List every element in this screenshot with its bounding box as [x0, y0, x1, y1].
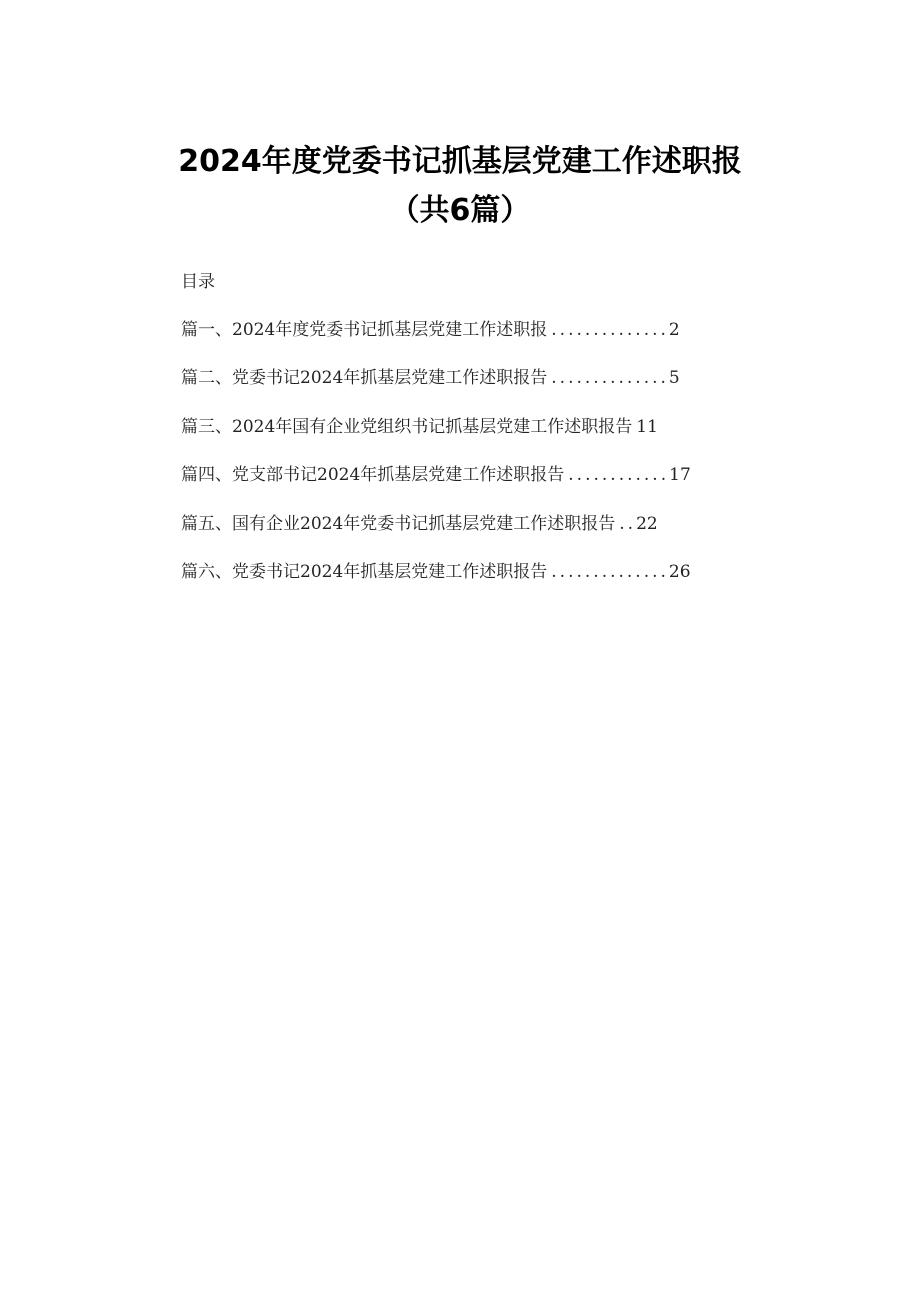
- toc-item-2[interactable]: [181, 366, 781, 390]
- toc-page-number: 2: [668, 320, 680, 340]
- toc-item-1[interactable]: [181, 318, 781, 342]
- toc-item-text: 篇五、国有企业2024年党委书记抓基层党建工作述职报告: [181, 513, 616, 534]
- toc-leader-dots: ..............: [551, 561, 669, 582]
- toc-page-number: 17: [669, 465, 691, 486]
- toc-item-text: 篇一、2024年度党委书记抓基层党建工作述职报: [181, 320, 548, 340]
- document-title: 2024年度党委书记抓基层党建工作述职报: [178, 144, 742, 179]
- toc-item-text: 篇二、党委书记2024年抓基层党建工作述职报告: [181, 368, 548, 389]
- toc-item-5[interactable]: [181, 512, 781, 536]
- toc-heading: 目录: [181, 272, 215, 292]
- table-of-contents: [181, 318, 781, 608]
- toc-leader-dots: ............: [568, 465, 670, 486]
- toc-item-text: 篇六、党委书记2024年抓基层党建工作述职报告: [181, 561, 548, 582]
- toc-item-6[interactable]: [181, 560, 781, 584]
- toc-leader-dots: ..............: [551, 320, 669, 340]
- toc-page-number: 22: [636, 513, 658, 534]
- toc-leader-dots: ..............: [551, 368, 669, 389]
- toc-page-number: 11: [636, 416, 658, 437]
- toc-page-number: 26: [668, 561, 691, 582]
- toc-page-number: 5: [668, 368, 680, 389]
- toc-item-text: 篇四、党支部书记2024年抓基层党建工作述职报告: [181, 465, 565, 486]
- document-subtitle: （共6篇）: [389, 193, 531, 228]
- toc-leader-dots: ..: [619, 513, 637, 534]
- toc-item-text: 篇三、2024年国有企业党组织书记抓基层党建工作述职报告: [181, 416, 633, 437]
- toc-item-4[interactable]: [181, 463, 781, 487]
- toc-item-3[interactable]: [181, 415, 781, 439]
